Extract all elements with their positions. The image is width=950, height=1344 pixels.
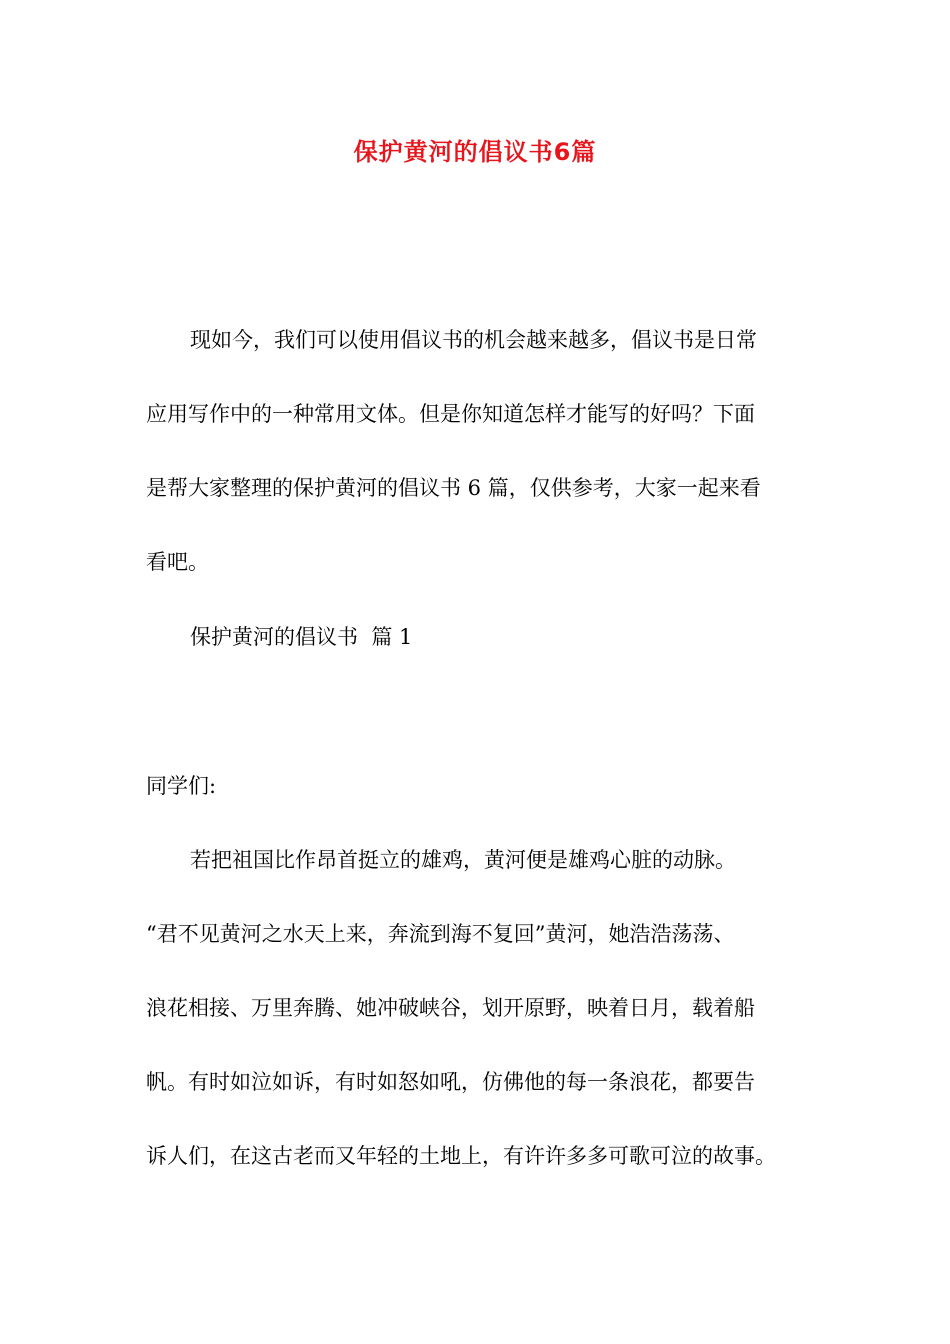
body-line: “君不见黄河之水天上来，奔流到海不复回”黄河，她浩浩荡荡、 [146, 922, 735, 946]
intro-line: 是帮大家整理的保护黄河的倡议书 6 篇，仅供参考，大家一起来看 [146, 476, 761, 500]
salutation-text: 同学们: [146, 774, 217, 798]
intro-line: 看吧。 [146, 550, 209, 574]
body-line: 诉人们，在这古老而又年轻的土地上，有许许多多可歌可泣的故事。 [146, 1144, 776, 1168]
document-title: 保护黄河的倡议书6篇 [353, 138, 597, 166]
body-line: 帆。有时如泣如诉，有时如怒如吼，仿佛他的每一条浪花，都要告 [146, 1070, 755, 1094]
body-line: 浪花相接、万里奔腾、她冲破峡谷，划开原野，映着日月，载着船 [146, 996, 755, 1020]
body-line: 若把祖国比作昂首挺立的雄鸡，黄河便是雄鸡心脏的动脉。 [190, 848, 736, 872]
section-heading-text: 保护黄河的倡议书 篇 1 [190, 625, 413, 649]
intro-line: 应用写作中的一种常用文体。但是你知道怎样才能写的好吗？下面 [146, 402, 755, 426]
section-heading [146, 600, 808, 674]
salutation [146, 749, 808, 823]
intro-line: 现如今，我们可以使用倡议书的机会越来越多，倡议书是日常 [190, 328, 757, 352]
body-paragraph [146, 823, 808, 1193]
intro-paragraph [146, 303, 808, 599]
